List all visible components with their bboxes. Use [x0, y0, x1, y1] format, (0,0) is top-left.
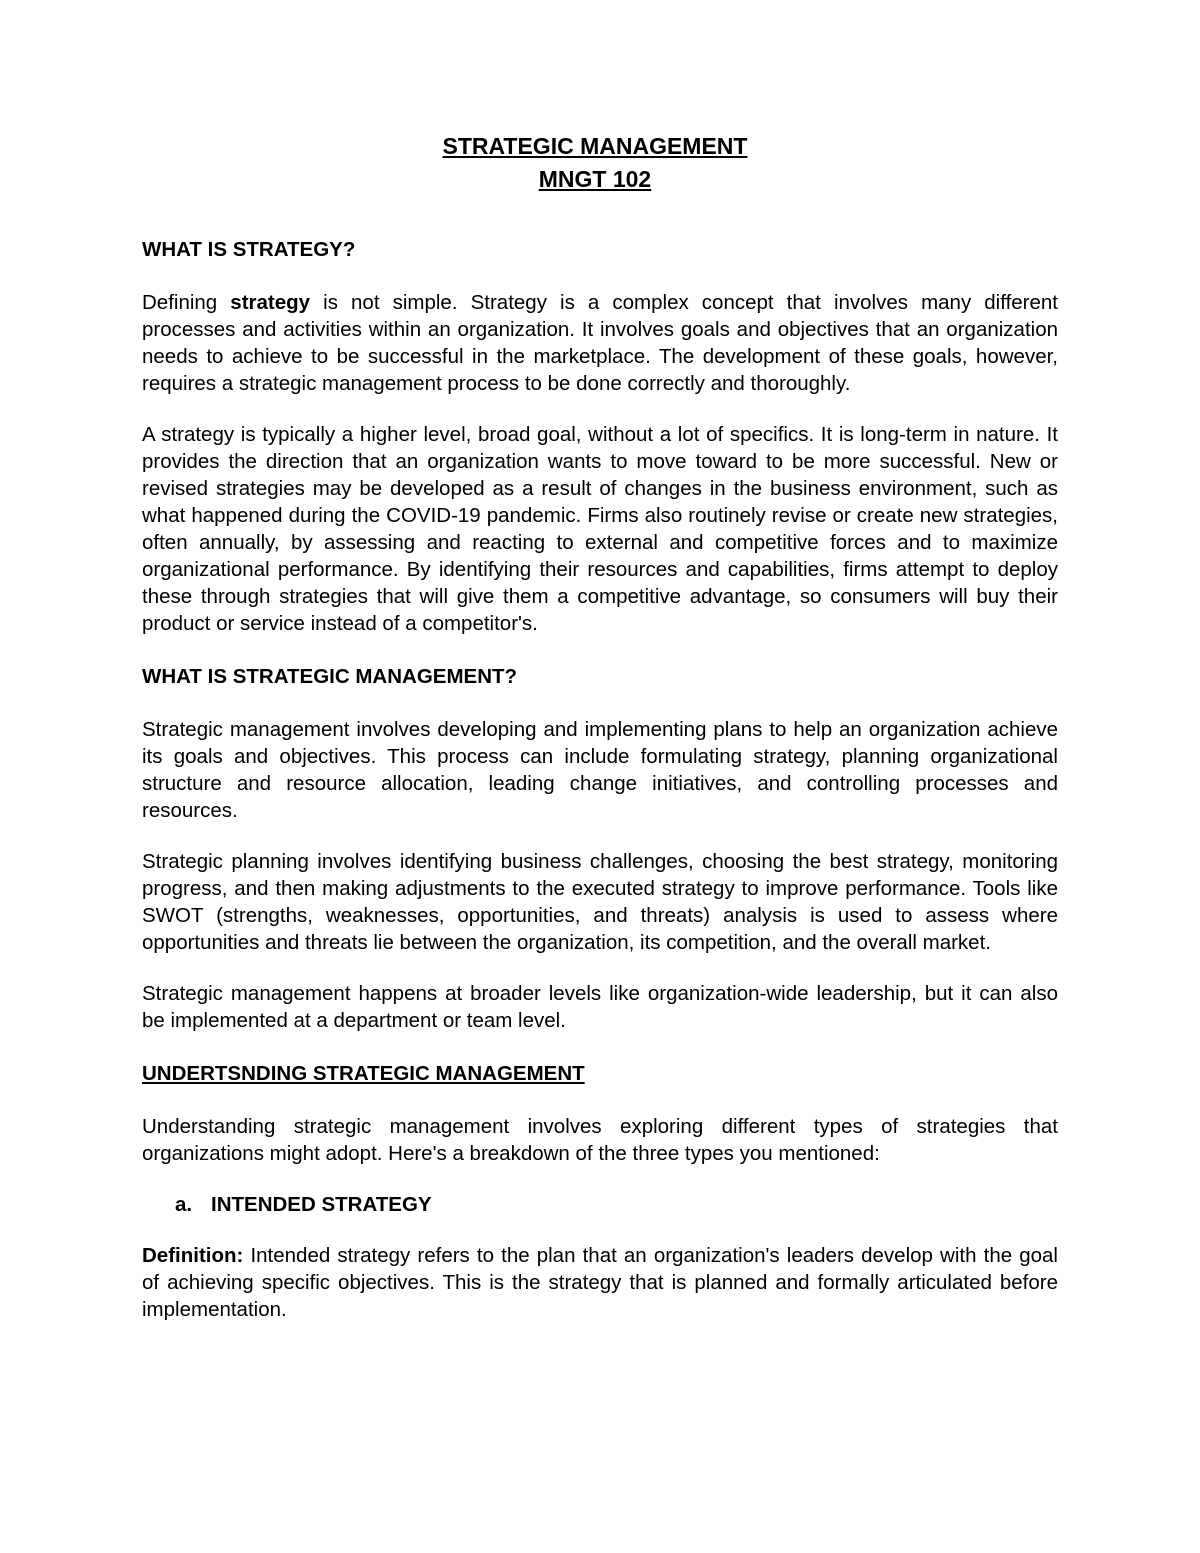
list-item-title: INTENDED STRATEGY: [211, 1193, 432, 1216]
text-run: Defining: [142, 291, 231, 314]
definition-text: Intended strategy refers to the plan that an organization's leaders develop with the goal of achieving specific objectives. This is the strategy that is planned and formally articulated before implementation.: [142, 1244, 1058, 1321]
paragraph-sm-1: Strategic management involves developing and implementing plans to help an organization achieve its goals and objectives. This process can include formulating strategy, planning organizational structure and resource allocation, leading change initiatives, and controlling processes and resources.: [142, 718, 1058, 822]
document-title: [132, 130, 1058, 196]
paragraph-sm-3: Strategic management happens at broader levels like organization-wide leadership, but it can also be implemented at a department or team level.: [142, 982, 1058, 1032]
text-run: is not simple. Strategy is a complex concept that involves many different processes and activities within an organization. It involves goals and objectives that an organization needs to achieve to be successful in the marketplace. The development of these goals, however, requires a strategic management process to be done correctly and thoroughly.: [142, 291, 1058, 395]
definition-label: Definition:: [142, 1244, 244, 1267]
heading-what-is-strategy: WHAT IS STRATEGY?: [142, 238, 356, 261]
paragraph-strategy-2: A strategy is typically a higher level, broad goal, without a lot of specifics. It is long-term in nature. It provides the direction that an organization wants to move toward to be more successful. New or revised strategies may be developed as a result of changes in the business environment, such as what happened during the COVID-19 pandemic. Firms also routinely revise or create new strategies, often annually, by assessing and reacting to external and competitive forces and to maximize organizational performance. By identifying their resources and capabilities, firms attempt to deploy these through strategies that will give them a competitive advantage, so consumers will buy their product or service instead of a competitor's.: [142, 423, 1058, 635]
list-item-intended-strategy: [142, 1191, 1058, 1218]
title-line-2: MNGT 102: [538, 166, 652, 192]
document-page: [142, 130, 1058, 1347]
bold-term-strategy: strategy: [230, 291, 311, 314]
paragraph-strategy-1: [142, 289, 1058, 397]
heading-what-is-strategic-management: WHAT IS STRATEGIC MANAGEMENT?: [142, 665, 518, 688]
title-line-1: STRATEGIC MANAGEMENT: [442, 133, 748, 159]
paragraph-definition: [142, 1242, 1058, 1323]
heading-understanding-strategic-management: UNDERTSNDING STRATEGIC MANAGEMENT: [142, 1062, 585, 1085]
list-marker: a.: [175, 1193, 193, 1216]
paragraph-understanding-1: Understanding strategic management involves exploring different types of strategies that organizations might adopt. Here's a breakdown of the three types you mentioned:: [142, 1115, 1058, 1165]
paragraph-sm-2: Strategic planning involves identifying business challenges, choosing the best strategy, monitoring progress, and then making adjustments to the executed strategy to improve performance. Tools like SWOT (strengths, weaknesses, opportunities, and threats) analysis is used to assess where opportunities and threats lie between the organization, its competition, and the overall market.: [142, 850, 1058, 954]
